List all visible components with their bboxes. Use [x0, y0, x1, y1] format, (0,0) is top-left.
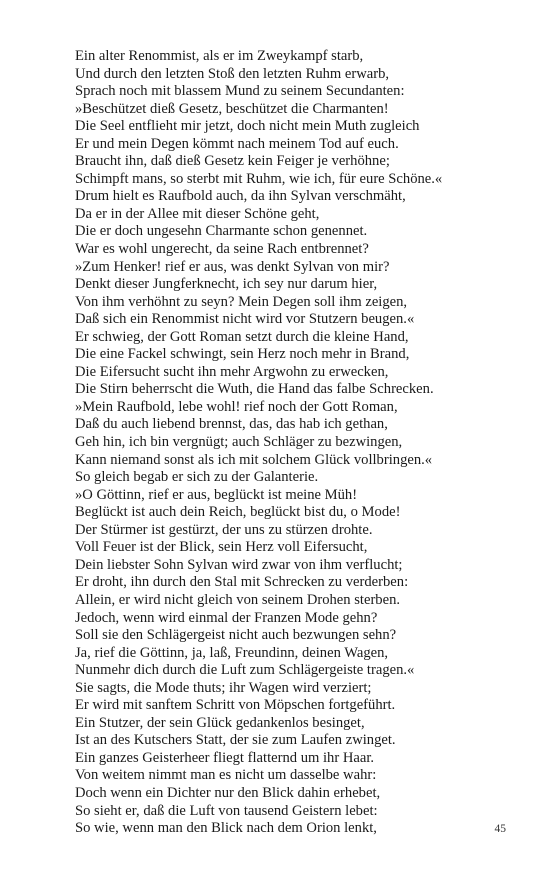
poem-line: Jedoch, wenn wird einmal der Franzen Mode gehn? [75, 609, 378, 626]
poem-line: Der Stürmer ist gestürzt, der uns zu stürzen drohte. [75, 521, 373, 538]
poem-line: Er und mein Degen kömmt nach meinem Tod auf euch. [75, 135, 399, 152]
poem-line: Er wird mit sanftem Schritt von Möpschen fortgeführt. [75, 697, 396, 714]
poem-line: Die er doch ungesehn Charmante schon genennet. [75, 223, 368, 240]
poem-line: »Zum Henker! rief er aus, was denkt Sylvan von mir? [75, 258, 390, 275]
poem-line: »Mein Raufbold, lebe wohl! rief noch der Gott Roman, [75, 398, 398, 415]
poem-line: Die eine Fackel schwingt, sein Herz noch mehr in Brand, [75, 346, 410, 363]
page-number: 45 [494, 823, 506, 835]
poem-line: Ein Stutzer, der sein Glück gedankenlos besinget, [75, 714, 365, 731]
poem-line: Ist an des Kutschers Statt, der sie zum Laufen zwinget. [75, 732, 396, 749]
poem-line: Geh hin, ich bin vergnügt; auch Schläger zu bezwingen, [75, 434, 403, 451]
poem-line: Die Stirn beherrscht die Wuth, die Hand das falbe Schrecken. [75, 381, 434, 398]
poem-line: Die Seel entflieht mir jetzt, doch nicht mein Muth zugleich [75, 118, 420, 135]
poem-line: Allein, er wird nicht gleich von seinem Drohen sterben. [75, 591, 401, 608]
poem-line: Braucht ihn, daß dieß Gesetz kein Feiger je verhöhne; [75, 153, 390, 170]
poem-line: War es wohl ungerecht, da seine Rach entbrennet? [75, 241, 369, 258]
poem-line: Schimpft mans, so sterbt mit Ruhm, wie ich, für eure Schöne.« [75, 170, 443, 187]
poem-line: »O Göttinn, rief er aus, beglückt ist meine Müh! [75, 486, 358, 503]
poem-line: Sie sagts, die Mode thuts; ihr Wagen wird verziert; [75, 679, 372, 696]
poem-line: So gleich begab er sich zu der Galanterie. [75, 469, 319, 486]
poem-line: Er droht, ihn durch den Stal mit Schrecken zu verderben: [75, 574, 409, 591]
poem-line: Kann niemand sonst als ich mit solchem Glück vollbringen.« [75, 451, 433, 468]
poem-line: Da er in der Allee mit dieser Schöne geht, [75, 205, 320, 222]
poem-line: Denkt dieser Jungferknecht, ich sey nur darum hier, [75, 276, 378, 293]
poem-line: Beglückt ist auch dein Reich, beglückt bist du, o Mode! [75, 504, 401, 521]
poem-line: Von weitem nimmt man es nicht um dasselbe wahr: [75, 767, 377, 784]
poem-line: Ein ganzes Geisterheer fliegt flatternd um ihr Haar. [75, 749, 375, 766]
poem-line: So wie, wenn man den Blick nach dem Orion lenkt, [75, 820, 377, 837]
poem-line: So sieht er, daß die Luft von tausend Geistern lebet: [75, 802, 378, 819]
poem-line: »Beschützet dieß Gesetz, beschützet die Charmanten! [75, 100, 389, 117]
poem-line: Nunmehr dich durch die Luft zum Schlägergeiste tragen.« [75, 662, 415, 679]
poem-line: Er schwieg, der Gott Roman setzt durch die kleine Hand, [75, 328, 409, 345]
poem-line: Daß sich ein Renommist nicht wird vor Stutzern beugen.« [75, 311, 415, 328]
poem-line: Und durch den letzten Stoß den letzten Ruhm erwarb, [75, 65, 390, 82]
poem-line: Die Eifersucht sucht ihn mehr Argwohn zu erwecken, [75, 363, 389, 380]
poem-line: Drum hielt es Raufbold auch, da ihn Sylvan verschmäht, [75, 188, 406, 205]
poem-line: Sprach noch mit blassem Mund zu seinem Secundanten: [75, 83, 405, 100]
poem-text [75, 48, 505, 838]
poem-line: Voll Feuer ist der Blick, sein Herz voll Eifersucht, [75, 539, 368, 556]
poem-line: Soll sie den Schlägergeist nicht auch bezwungen sehn? [75, 627, 397, 644]
poem-line: Ein alter Renommist, als er im Zweykampf starb, [75, 48, 364, 64]
poem-line: Ja, rief die Göttinn, ja, laß, Freundinn, deinen Wagen, [75, 644, 389, 661]
poem-line: Doch wenn ein Dichter nur den Blick dahin erhebet, [75, 784, 381, 801]
poem-line: Dein liebster Sohn Sylvan wird zwar von ihm verflucht; [75, 556, 403, 573]
poem-line: Von ihm verhöhnt zu seyn? Mein Degen soll ihm zeigen, [75, 293, 408, 310]
poem-line: Daß du auch liebend brennst, das, das hab ich gethan, [75, 416, 388, 433]
